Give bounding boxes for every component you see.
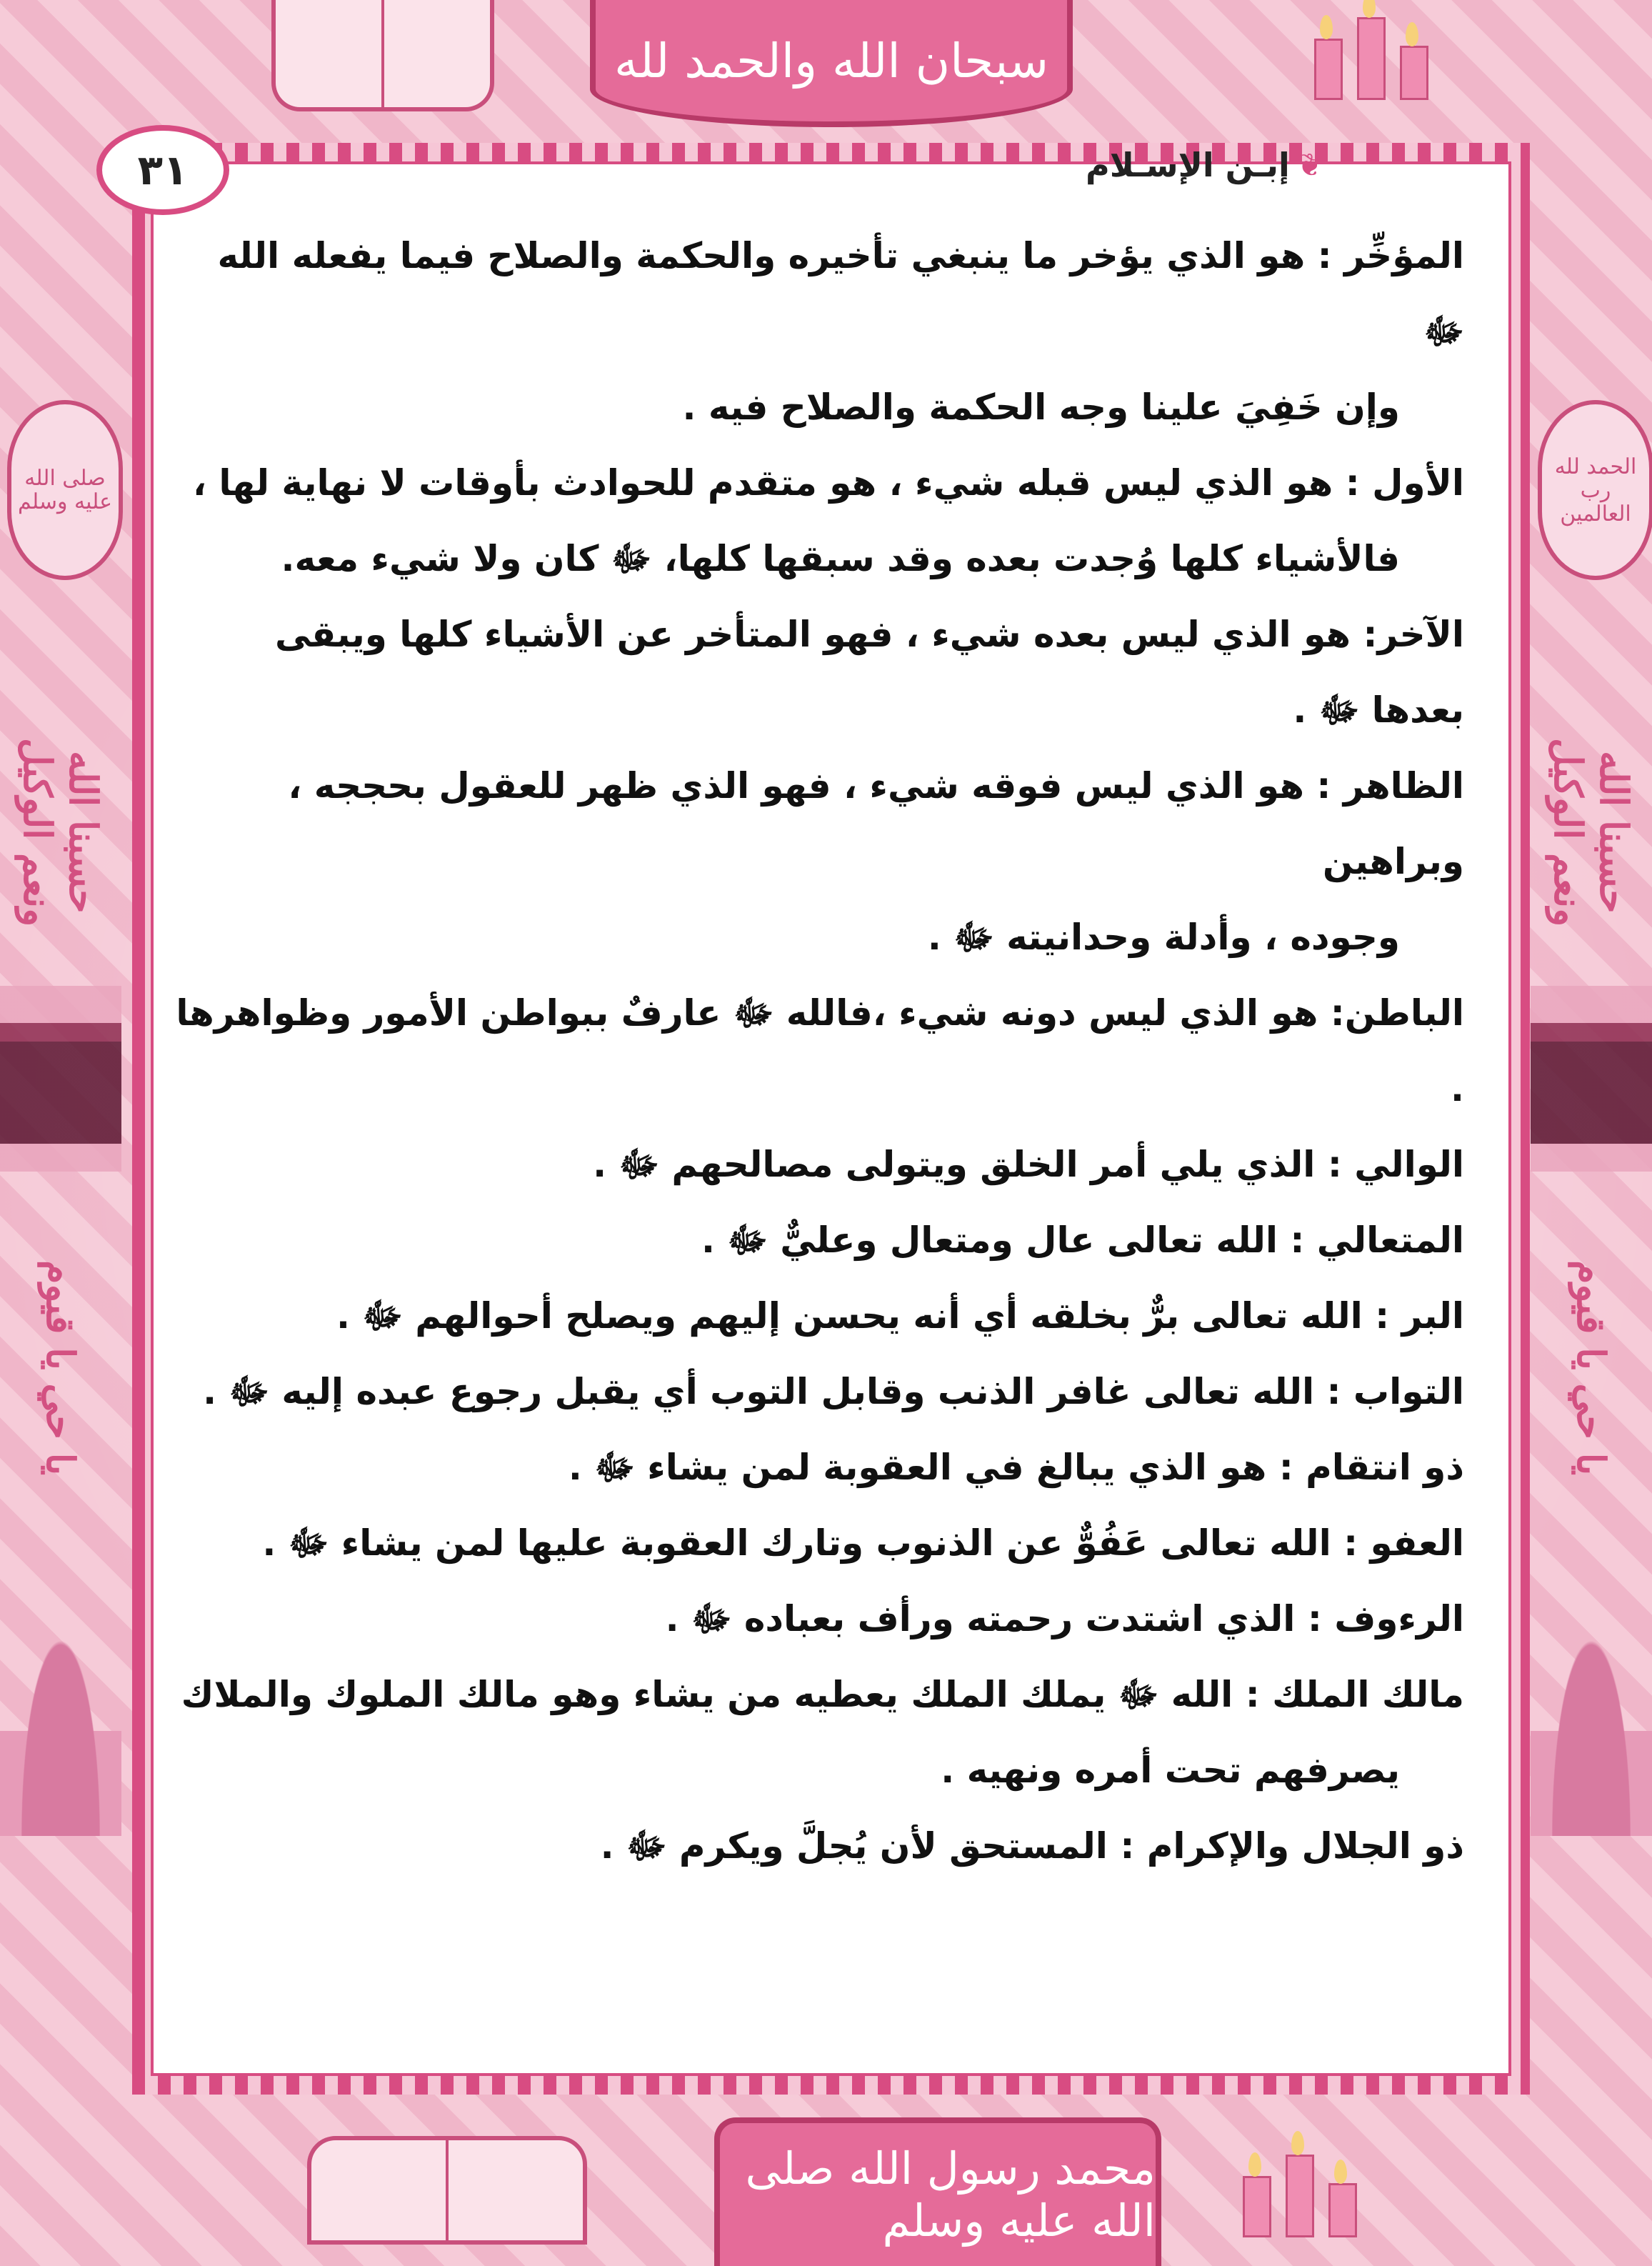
left-medallion: [7, 400, 123, 580]
top-plaque-text: سبحان الله والحمد لله: [614, 33, 1049, 89]
right-calligraphy: حسبنا الله ونعم الوكيل: [1546, 737, 1637, 927]
entry-line: مالك الملك : الله ﷻ يملك الملك يعطيه من يشاء وهو مالك الملوك والملاك: [181, 1674, 1464, 1715]
left-mosque-image: [0, 1536, 121, 1836]
entry-line: الرءوف : الذي اشتدت رحمته ورأف بعباده ﷻ .: [665, 1598, 1464, 1639]
open-book-icon: [271, 0, 494, 111]
left-calligraphy: حسبنا الله ونعم الوكيل: [15, 737, 106, 927]
entry: [171, 1354, 1464, 1429]
top-plaque: [590, 0, 1073, 127]
entry-continuation: وجوده ، وأدلة وحدانيته ﷻ .: [927, 917, 1400, 958]
entry-line: المتعالي : الله تعالى عال ومتعال وعليٌّ ﷻ .: [701, 1219, 1464, 1261]
entry: [171, 748, 1464, 975]
main-text: [171, 218, 1464, 2018]
entry: [171, 975, 1464, 1127]
entry: [171, 1581, 1464, 1657]
entry-line: ذو انتقام : هو الذي يبالغ في العقوبة لمن يشاء ﷻ .: [568, 1447, 1464, 1488]
entry: [171, 1429, 1464, 1505]
bottom-banner: [0, 2080, 1652, 2266]
entry-line: المؤخِّر : هو الذي يؤخر ما ينبغي تأخيره والحكمة والصلاح فيما يفعله الله ﷻ: [217, 235, 1464, 352]
right-kaaba-image: [1531, 986, 1652, 1172]
page-number: ٣١: [96, 125, 229, 215]
entry: [171, 218, 1464, 445]
entry-line: ذو الجلال والإكرام : المستحق لأن يُجلَّ ويكرم ﷻ .: [600, 1825, 1464, 1867]
entry-line: التواب : الله تعالى غافر الذنب وقابل التوب أي يقبل رجوع عبده إليه ﷻ .: [203, 1371, 1464, 1412]
entry-continuation: يصرفهم تحت أمره ونهيه .: [941, 1750, 1400, 1791]
entry-line: الآخر: هو الذي ليس بعده شيء ، فهو المتأخر عن الأشياء كلها ويبقى بعدها ﷻ .: [275, 614, 1464, 731]
entry-line: الظاهر : هو الذي ليس فوقه شيء ، فهو الذي ظهر للعقول بحججه ، وبراهين: [288, 765, 1464, 882]
entry: [171, 1657, 1464, 1808]
header-ornament-icon: ❦: [1296, 146, 1323, 184]
candles-icon: [1300, 0, 1443, 114]
entry: [171, 1278, 1464, 1354]
running-header: [1086, 140, 1486, 190]
right-mosque-image: [1531, 1536, 1652, 1836]
left-kaaba-image: [0, 986, 121, 1172]
entry: [171, 1127, 1464, 1202]
bottom-plaque: [714, 2117, 1161, 2266]
entry: [171, 597, 1464, 748]
entry-line: الباطن: هو الذي ليس دونه شيء ،فالله ﷻ عارفٌ ببواطن الأمور وظواهرها .: [176, 992, 1464, 1109]
left-calligraphy-2: يا حي يا قيوم: [38, 1260, 84, 1476]
right-decor-panel: [1531, 214, 1652, 2036]
entry-line: العفو : الله تعالى عَفُوٌّ عن الذنوب وتارك العقوبة عليها لمن يشاء ﷻ .: [262, 1522, 1464, 1564]
entry-continuation: وإن خَفِيَ علينا وجه الحكمة والصلاح فيه .: [682, 386, 1400, 428]
entry-continuation: فالأشياء كلها وُجدت بعده وقد سبقها كلها، ﷻ كان ولا شيء معه.: [281, 538, 1400, 579]
right-medallion: [1538, 400, 1652, 580]
candles-icon: [1228, 2137, 1371, 2252]
entry: [171, 1505, 1464, 1581]
left-decor-panel: [0, 214, 121, 2036]
entry: [171, 445, 1464, 597]
entry-line: البر : الله تعالى برٌّ بخلقه أي أنه يحسن إليهم ويصلح أحوالهم ﷻ .: [336, 1295, 1464, 1337]
right-medallion-text: الحمد لله رب العالمين: [1554, 454, 1637, 526]
entry-line: الأول : هو الذي ليس قبله شيء ، هو متقدم للحوادث بأوقات لا نهاية لها ،: [193, 462, 1464, 504]
right-calligraphy-2: يا حي يا قيوم: [1568, 1260, 1614, 1476]
entry-line: الوالي : الذي يلي أمر الخلق ويتولى مصالحهم ﷻ .: [593, 1144, 1464, 1185]
entry: [171, 1202, 1464, 1278]
open-book-icon: [307, 2136, 587, 2245]
running-title: إبـن الإسـلام: [1086, 146, 1290, 184]
entry: [171, 1808, 1464, 1884]
bottom-plaque-text: محمد رسول الله صلى الله عليه وسلم: [745, 2142, 1156, 2247]
left-medallion-text: صلى الله عليه وسلم: [17, 466, 113, 514]
top-banner: [0, 0, 1652, 136]
